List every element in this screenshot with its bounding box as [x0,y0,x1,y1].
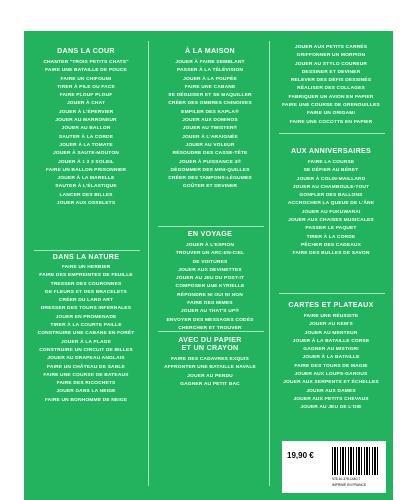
list-item: TIRER À PILE OU FACE [57,84,115,90]
list-item: JOUER AU VOLEUR [185,142,235,148]
list-item: JOUER EN PROMENADE [55,314,117,320]
section-title: CARTES ET PLATEAUX [288,301,374,309]
list-item: JOUER AUX SERPENTS ET ÉCHELLES [283,380,379,386]
barcode [332,447,380,475]
list-item: GRIFFONNER UN MORPION [296,53,366,59]
list-item: JOUER À L'ARAIGNÉE [182,134,238,140]
isbn: 978-10-375-1440-7 [332,477,361,481]
list-item: FAIRE UN BALLON PRISONNIER [45,167,127,173]
list-item: RÉSOUDRE DES CASSE-TÊTE [172,151,248,157]
list-item: TRESSER DES COURONNES [50,281,122,287]
list-item: JOUER À LA BATAILLE CORSE [292,338,370,344]
list-item: JOUER À PUISSANCE 4® [178,159,242,165]
list-item: JOUER À LA POUPÉE [183,76,237,82]
list-item: PASSER LE PAQUET [305,226,357,232]
list-item: JOUER AU PENDU [187,373,233,379]
list-item: FAIRE UNE COCOTTE EN PAPIER [289,119,373,125]
section-list [150,242,270,333]
list-item: JOUER AUX PETITS CARRÉS [294,45,368,50]
list-item: PÊCHER DES CADEAUX [300,242,362,248]
list-item: RÉPONDRE NI OUI NI NON [177,292,243,298]
list-item: TIRER À LA CORDE [306,234,356,240]
list-item: EMPILER DES KAPLA® [181,109,239,115]
list-item: COMPOSER UNE KYRIELLE [175,284,245,290]
imprint: IMPRIMÉ EN FRANCE [332,483,367,487]
list-item: CONSTRUIRE UN CIRCUIT DE BILLES [39,347,133,353]
list-item: JOUER DANS LA NEIGE [56,389,116,395]
section-aux-anniversaires [271,147,391,259]
list-item: JOUER AU MENTEUR [304,330,358,336]
list-item: LANCER DES BILLES [59,192,113,198]
section-title-line-1: AVEC DU PAPIER [178,336,242,344]
list-item: RELEVER DES DÉFIS DESSINÉS [290,78,372,84]
section-list [271,159,391,259]
list-item: JOUER À 1 2 3 SOLEIL [58,159,114,165]
list-item: CONSTRUIRE UNE CABANE EN FORÊT [37,331,135,337]
list-item: JOUER À LA MARELLE [57,176,115,182]
list-item: JOUER À LA TOMATE [59,142,113,148]
list-item: JOUER À SAUTE-MOUTON [53,151,119,157]
section-title: EN VOYAGE [187,230,233,238]
column-divider-1 [148,41,149,486]
list-item: JOUER À L'ÉPERVIER [58,109,114,115]
section-title: DANS LA NATURE [52,253,120,261]
list-item: SE DÉGUISER ET SE MAQUILLER [168,93,252,99]
section-divider [34,250,140,251]
list-item: JOUER AU DRAPEAU ANGLAIS [47,356,125,362]
list-item: CRÉER DES TAMPONS-LÉGUMES [168,176,252,182]
list-item: FAIRE UNE BATAILLE DE POUCE [45,68,127,74]
section-cartes-plateaux [271,301,391,413]
list-item: DE FLEURS ET DES BRACELETS [45,289,127,295]
list-item: TROUVER UN ARC-EN-CIEL [175,251,245,257]
list-item: FAIRE UNE COURSE DE GRENOUILLES [282,103,380,109]
list-item: FAIRE UN HERBIER [61,265,111,270]
list-item: SAUTER À L'ÉLASTIQUE [55,184,117,190]
list-item: FABRIQUER UN AVION EN PAPIER [288,94,374,100]
list-item: PASSER À LA TÉLÉVISION [176,68,244,74]
list-item: JOUER AUX OSSELETS [56,201,116,207]
list-item: FAIRE UNE RÉUSSITE [303,314,359,319]
list-item: JOUER AUX PETITS CHEVAUX [293,396,369,402]
section-papier-crayon [150,336,270,389]
list-item: JOUER À COLIN-MAILLARD [296,176,366,182]
list-item: DÉGOMMER DES MINI-QUILLES [170,167,250,173]
section-title: À LA MAISON [185,47,235,55]
list-item: JOUER AU TWISTER® [182,126,238,132]
list-item: JOUER AU JEU DE L'OIE [300,405,362,411]
section-papier-crayon-continued [271,44,391,127]
price: 19,90 € [287,451,314,460]
section-divider [158,226,264,227]
section-list [26,59,146,208]
list-item: JOUER À FAIRE SEMBLANT [175,60,245,65]
section-list [271,44,391,127]
list-item: FAIRE DES MIMES [187,301,233,307]
list-item: JOUER AU JEU DU POST-IT [175,276,245,282]
list-item: GOÛTER ET DEVINER [182,184,238,190]
list-item: SAUTER À LA CORDE [58,134,114,140]
list-item: SE DÉFIER AU BÉRET [303,168,359,174]
barcode-box [282,441,386,493]
list-item: CRÉER DES OMBRES CHINOISES [168,101,252,107]
list-item: JOUER À CHAT [66,101,106,107]
list-item: TIRER À LA COURTE PAILLE [50,323,122,329]
list-item: CHANTER "TROIS PETITS CHATS" [43,60,129,65]
list-item: JOUER AU KEM'S [309,322,353,328]
list-item: FAIRE UN CHÂTEAU DE SABLE [47,364,125,370]
list-item: ACCROCHER LA QUEUE DE L'ÂNE [287,201,375,207]
list-item: GAGNER AU MISTIGRI [303,347,359,353]
list-item: JOUER À LA PLAGE [60,339,112,345]
list-item: JOUER À LA BATAILLE [302,355,360,361]
section-dans-la-cour [26,47,146,208]
list-item: JOUER AU MARRONEUR [55,118,117,124]
list-item: FAIRE UN CHIFOUMI [60,76,112,82]
list-item: CHERCHER ET TROUVER [178,325,242,331]
section-list [26,264,146,405]
list-item: JOUER AUX DAMES [306,388,356,394]
list-item: FAIRE DES BULLES DE SAVON [292,251,370,257]
list-item: ENVOYER DES MESSAGES CODÉS [166,317,254,323]
list-item: FAIRE UNE COURSE DE BATEAUX [43,372,129,378]
section-list [271,313,391,413]
list-item: JOUER À L'ESPION [185,243,235,248]
list-item: RÉALISER DES COLLAGES [297,86,365,92]
section-en-voyage [150,230,270,333]
list-item: JOUER AUX DEVINETTES [178,267,242,273]
section-list [150,59,270,192]
list-item: CRÉER DU LAND ART [58,298,114,304]
list-item: JOUER AU CHAMBOULE-TOUT [292,184,370,190]
list-item: JOUER AUX CHAISES MUSICALES [288,218,374,224]
section-a-la-maison [150,47,270,192]
section-title: AUX ANNIVERSAIRES [290,147,372,155]
section-divider [158,331,264,332]
list-item: AFFRONTER UNE BATAILLE NAVALE [164,365,256,371]
list-item: FAIRE DES RICOCHETS [56,381,116,387]
list-item: FAIRE UN BONHOMME DE NEIGE [44,397,128,403]
list-item: GONFLER DES BALLONS [299,193,363,199]
section-divider [279,133,385,134]
list-item: FAIRE UNE CABANE [184,84,236,90]
list-item: FAIRE LA COURSE [307,160,355,165]
green-panel [24,31,393,500]
list-item: FAIRE DES EMPREINTES DE FEUILLE [39,273,133,279]
section-title: DANS LA COUR [57,47,115,55]
list-item: DESSINER ET DEVINER [301,69,361,75]
section-dans-la-nature [26,253,146,405]
list-item: DE VOITURES [192,259,228,265]
list-item: DRESSER DES TOURS INFERNALES [40,306,132,312]
list-item: JOUER AUX DOMINOS [182,118,238,124]
list-item: GAGNER AU PETIT BAC [180,381,240,387]
list-item: FAIRE PLOUF PLOUF [59,93,113,99]
list-item: JOUER AU BALLON [61,126,111,132]
section-title-line-2: ET UN CRAYON [181,344,239,352]
list-item: JOUER AU FUKUWARAI [301,209,361,215]
list-item: JOUER AU STYLO COUREUR [294,61,368,67]
list-item: FAIRE DES CADAVRES EXQUIS [171,357,249,362]
section-list [150,356,270,389]
list-item: FAIRE DES TOURS DE MAGIE [294,363,368,369]
list-item: JOUER AU THAT'S UP® [180,309,240,315]
list-item: FAIRE UN ORIGAMI [306,111,356,117]
list-item: JOUER AUX LOUPS-GAROUS [294,372,368,378]
section-divider [279,293,385,294]
